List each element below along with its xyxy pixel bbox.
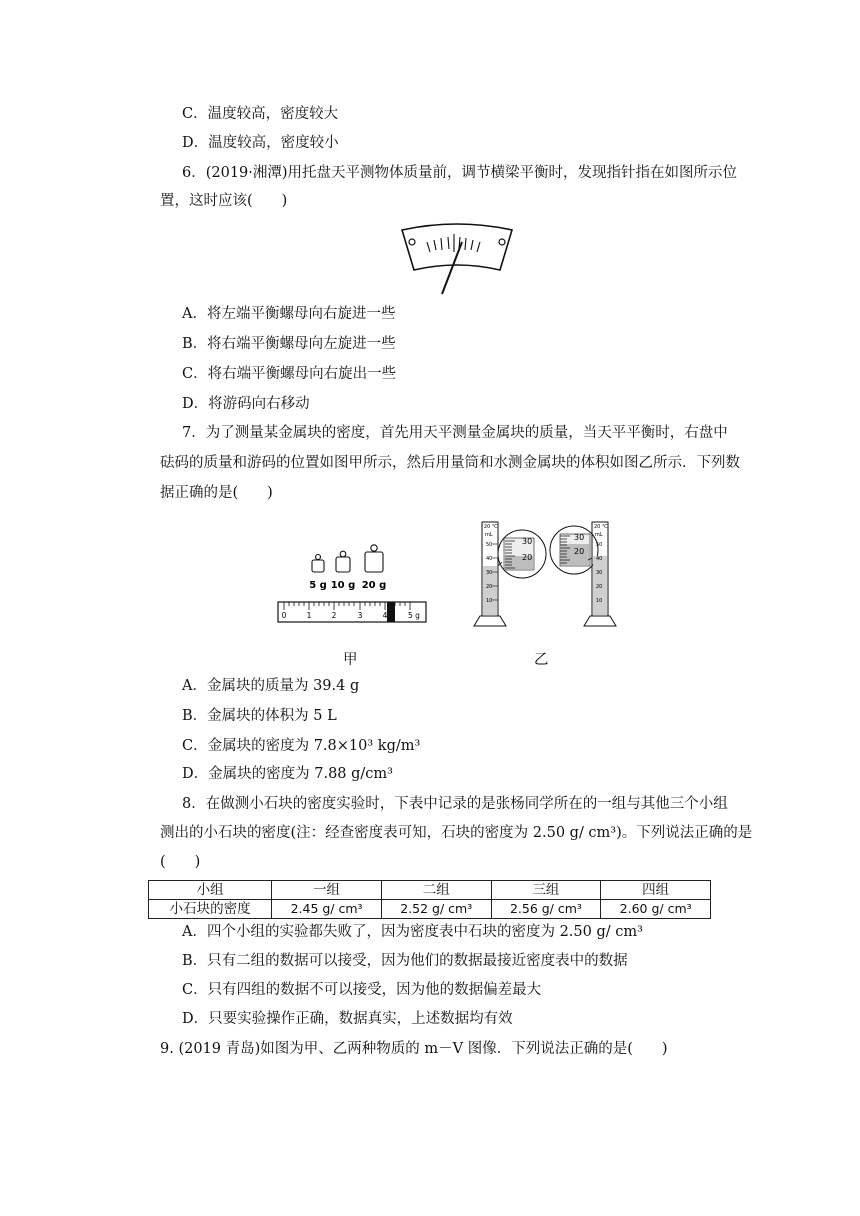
- q7-stem-line2: 砝码的质量和游码的位置如图甲所示，然后用量筒和水测金属块的体积如图乙所示．下列数: [160, 455, 740, 471]
- q6-option-c: C．将右端平衡螺母向右旋出一些: [182, 366, 397, 382]
- q6-option-b: B．将右端平衡螺母向左旋进一些: [182, 336, 396, 352]
- right-cyl-40: 40: [596, 556, 603, 562]
- q8-stem-line1: 8．在做测小石块的密度实验时，下表中记录的是张杨同学所在的一组与其他三个小组: [182, 796, 728, 812]
- weights-and-ruler-figure: [276, 540, 428, 628]
- q8-stem-line3: ( ): [160, 854, 201, 870]
- ruler-tick-5g: 5 g: [408, 611, 420, 620]
- q7-option-a: A．金属块的质量为 39.4 g: [182, 678, 360, 694]
- q8-option-c: C．只有四组的数据不可以接受，因为他的数据偏差最大: [182, 982, 542, 998]
- ruler-tick-2: 2: [331, 611, 337, 620]
- right-zoom-20: 20: [574, 547, 585, 556]
- balance-pointer-figure: [392, 220, 522, 300]
- q8-stem-line2: 测出的小石块的密度(注：经查密度表可知，石块的密度为 2.50 g/ cm³)。下列说法正确的是: [160, 825, 753, 841]
- table-header-cell: 三组: [491, 881, 601, 900]
- table-header-cell: 小组: [149, 881, 272, 900]
- q6-option-d: D．将游码向右移动: [182, 396, 310, 412]
- q8-option-d: D．只要实验操作正确，数据真实，上述数据均有效: [182, 1011, 513, 1027]
- q7-option-c: C．金属块的密度为 7.8×10³ kg/m³: [182, 738, 421, 754]
- q5-option-c: C．温度较高，密度较大: [182, 106, 339, 122]
- graduated-cylinders-figure: [470, 516, 620, 630]
- table-row: [149, 900, 711, 919]
- left-cyl-temp: 20 ℃: [484, 524, 498, 530]
- weight-label-5g: 5 g: [309, 580, 327, 591]
- right-cyl-temp: 20 ℃: [594, 524, 608, 530]
- density-table: [148, 880, 711, 919]
- table-cell: 2.56 g/ cm³: [491, 900, 601, 919]
- q6-stem-line1: 6．(2019·湘潭)用托盘天平测物体质量前，调节横梁平衡时，发现指针指在如图所示位: [182, 165, 738, 181]
- left-cyl-40: 40: [486, 556, 493, 562]
- left-cyl-20: 20: [486, 584, 493, 590]
- table-header-cell: 四组: [601, 881, 711, 900]
- left-cyl-30: 30: [486, 570, 493, 576]
- ruler-tick-0: 0: [281, 611, 287, 620]
- right-cyl-50: 50: [596, 542, 603, 548]
- left-cyl-10: 10: [486, 598, 493, 604]
- q8-option-b: B．只有二组的数据可以接受，因为他们的数据最接近密度表中的数据: [182, 953, 628, 969]
- right-cyl-10: 10: [596, 598, 603, 604]
- table-header-cell: 二组: [381, 881, 491, 900]
- weight-label-10g: 10 g: [330, 580, 356, 591]
- right-cyl-20: 20: [596, 584, 603, 590]
- ruler-tick-3: 3: [357, 611, 363, 620]
- q8-option-a: A．四个小组的实验都失败了，因为密度表中石块的密度为 2.50 g/ cm³: [182, 924, 643, 940]
- table-cell: 2.60 g/ cm³: [601, 900, 711, 919]
- q9-stem: 9. (2019 青岛)如图为甲、乙两种物质的 m－V 图像．下列说法正确的是( ): [160, 1041, 668, 1057]
- left-zoom-20: 20: [522, 553, 533, 562]
- table-cell: 2.52 g/ cm³: [381, 900, 491, 919]
- left-cyl-50: 50: [486, 542, 493, 548]
- weight-label-20g: 20 g: [361, 580, 387, 591]
- table-header-cell: 一组: [272, 881, 382, 900]
- q7-option-d: D．金属块的密度为 7.88 g/cm³: [182, 766, 393, 782]
- table-cell: 小石块的密度: [149, 900, 272, 919]
- ruler-tick-4: 4: [382, 611, 388, 620]
- q6-stem-line2: 置，这时应该( ): [160, 193, 288, 209]
- right-cyl-unit: mL: [595, 532, 603, 538]
- q7-stem-line3: 据正确的是( ): [160, 485, 273, 501]
- right-zoom-30: 30: [574, 533, 585, 542]
- left-cyl-unit: mL: [485, 532, 493, 538]
- table-header-row: [149, 881, 711, 900]
- table-cell: 2.45 g/ cm³: [272, 900, 382, 919]
- q5-option-d: D．温度较高，密度较小: [182, 135, 339, 151]
- q7-option-b: B．金属块的体积为 5 L: [182, 708, 337, 724]
- figure-caption-yi: 乙: [534, 652, 549, 668]
- right-cyl-30: 30: [596, 570, 603, 576]
- figure-caption-jia: 甲: [343, 652, 358, 668]
- q6-option-a: A．将左端平衡螺母向右旋进一些: [182, 306, 396, 322]
- ruler-tick-1: 1: [306, 611, 312, 620]
- q7-stem-line1: 7．为了测量某金属块的密度，首先用天平测量金属块的质量，当天平平衡时，右盘中: [182, 425, 728, 441]
- left-zoom-30: 30: [522, 537, 533, 546]
